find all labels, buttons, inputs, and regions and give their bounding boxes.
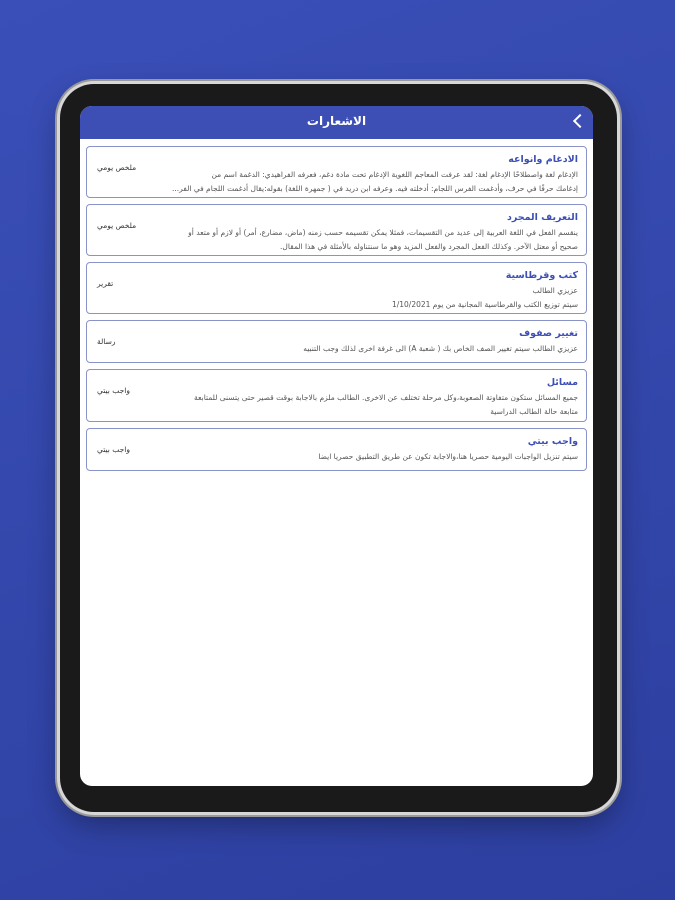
notification-card[interactable]	[86, 428, 587, 471]
notification-card[interactable]	[86, 262, 587, 314]
notification-title: الادغام وانواعه	[508, 154, 578, 165]
notification-type: تقرير	[97, 279, 114, 288]
notification-text: الإدغام لغة واصطلاحًا الإدغام لغة: لقد عرفت المعاجم اللغوية الإدغام تحت مادة دغم، فعرفه الفراهيدي: الدغمة اسم من إدغامك حرفًا في حرف، وأدغمت الفرس اللجام: أدخلته فيه. وعرفه ابن دريد في ( جمهرة اللغة) بقوله:يقال أدغمت اللجام في الفر...	[172, 170, 578, 193]
notification-text: ينقسم الفعل في اللغة العربية إلى عديد من التقسيمات، فمثلا يمكن تقسيمه حسب زمنه (ماض، مضارع، أمر) أو لازم أو متعد أو صحيح أو معتل الآخر. وكذلك الفعل المجرد والفعل المزيد وهو ما سنتناوله بالأمثلة في هذا المقال.	[188, 228, 578, 251]
notification-title: كتب وقرطاسية	[505, 270, 578, 281]
notification-card[interactable]	[86, 146, 587, 198]
notification-type: واجب بيتي	[97, 386, 130, 395]
notification-type: رسالة	[97, 337, 116, 346]
notification-title: مسائل	[546, 377, 578, 388]
notification-type: ملخص يومي	[97, 163, 137, 172]
app-screen	[80, 106, 593, 786]
notification-text: جميع المسائل ستكون متفاوتة الصعوبة،وكل مرحلة تختلف عن الاخرى. الطالب ملزم بالاجابة بوقت قصير حتى يتسنى للمتابعة متابعة حالة الطالب الدراسية	[194, 393, 578, 416]
notification-card[interactable]	[86, 369, 587, 422]
notification-title: التعريف المجرد	[507, 212, 578, 223]
tablet-frame	[60, 84, 617, 812]
notification-card[interactable]	[86, 204, 587, 256]
notification-title: واجب بيتي	[527, 436, 578, 447]
notification-type: ملخص يومي	[97, 221, 137, 230]
notification-card[interactable]	[86, 320, 587, 363]
page-title: الاشعارات	[306, 114, 367, 128]
notification-type: واجب بيتي	[97, 445, 130, 454]
notification-text: سيتم تنزيل الواجبات اليومية حصريا هنا،والاجابة تكون عن طريق التطبيق حصريا ايضا	[318, 452, 578, 461]
notification-text: عزيزي الطالب سيتم تغيير الصف الخاص بك ( شعبة A) الى غرفة اخرى لذلك وجب التنبيه	[303, 344, 578, 353]
app-header	[80, 106, 593, 139]
notification-text: عزيزي الطالب سيتم توزيع الكتب والقرطاسية المجانية من يوم 1/10/2021	[391, 286, 578, 309]
notifications-list	[86, 146, 587, 477]
notification-title: تغيير صفوف	[519, 328, 578, 339]
